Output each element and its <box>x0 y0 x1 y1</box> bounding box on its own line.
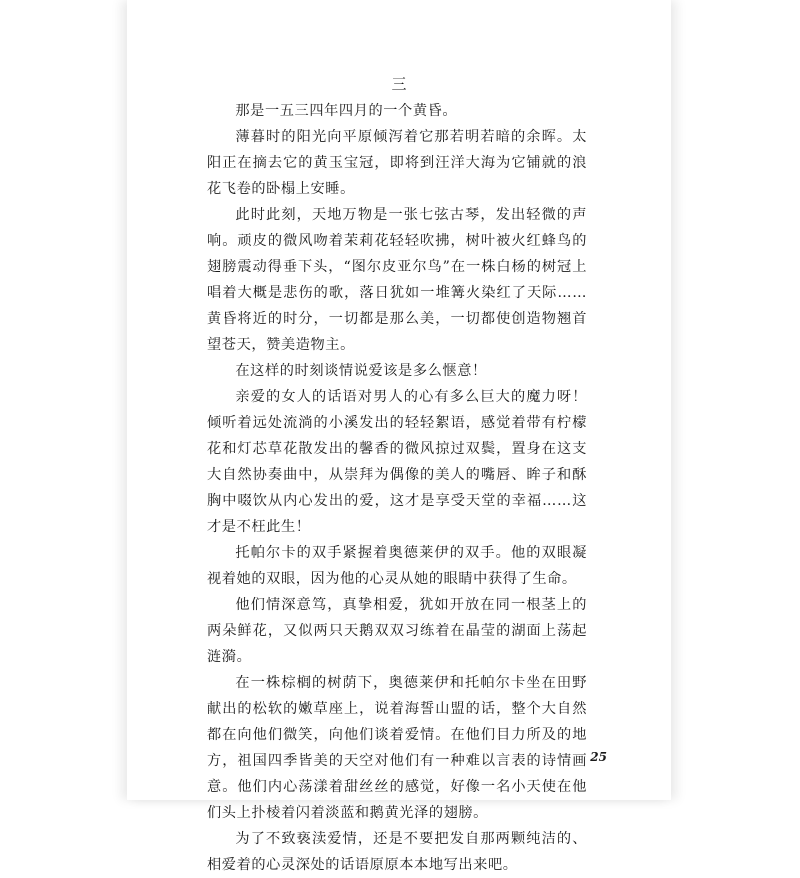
chapter-text <box>207 98 587 878</box>
page-number: 25 <box>590 750 607 764</box>
paragraph: 为了不致亵渎爱情，还是不要把发自那两颗纯洁的、相爱着的心灵深处的话语原原本本地写出来吧。 <box>207 831 587 873</box>
paragraph: 他们情深意笃，真挚相爱，犹如开放在同一根茎上的两朵鲜花，又似两只天鹅双双习练着在晶莹的湖面上荡起涟漪。 <box>207 597 587 665</box>
book-page <box>127 0 671 873</box>
paragraph: 在这样的时刻谈情说爱该是多么惬意！ <box>235 363 487 379</box>
chapter-heading: 三 <box>391 75 407 93</box>
paragraph: 在一株棕榈的树荫下，奥德莱伊和托帕尔卡坐在田野献出的松软的嫩草座上，说着海誓山盟的话，整个大自然都在向他们微笑，向他们谈着爱情。在他们目力所及的地方，祖国四季皆美的天空对他们有一种难以言表的诗情画意。他们内心荡漾着甜丝丝的感觉，好像一名小天使在他们头上扑棱着闪着淡蓝和鹅黄光泽的翅膀。 <box>207 675 587 821</box>
paragraph: 薄暮时的阳光向平原倾泻着它那若明若暗的余晖。太阳正在摘去它的黄玉宝冠，即将到汪洋大海为它铺就的浪花飞卷的卧榻上安睡。 <box>207 129 587 197</box>
paragraph: 此时此刻，天地万物是一张七弦古琴，发出轻微的声响。顽皮的微风吻着茉莉花轻轻吹拂，树叶被火红蜂鸟的翅膀震动得垂下头，“图尔皮亚尔鸟”在一株白杨的树冠上唱着大概是悲伤的歌，落日犹如一堆篝火染红了天际……黄昏将近的时分，一切都是那么美，一切都使创造物翘首望苍天，赞美造物主。 <box>207 207 587 353</box>
paragraph: 亲爱的女人的话语对男人的心有多么巨大的魔力呀！倾听着远处流淌的小溪发出的轻轻絮语，感觉着带有柠檬花和灯芯草花散发出的馨香的微风掠过双鬓，置身在这支大自然协奏曲中，从崇拜为偶像的美人的嘴唇、眸子和酥胸中啜饮从内心发出的爱，这才是享受天堂的幸福……这才是不枉此生！ <box>207 389 587 535</box>
paragraph: 那是一五三四年四月的一个黄昏。 <box>235 103 458 119</box>
paragraph: 托帕尔卡的双手紧握着奥德莱伊的双手。他的双眼凝视着她的双眼，因为他的心灵从她的眼睛中获得了生命。 <box>207 545 587 587</box>
